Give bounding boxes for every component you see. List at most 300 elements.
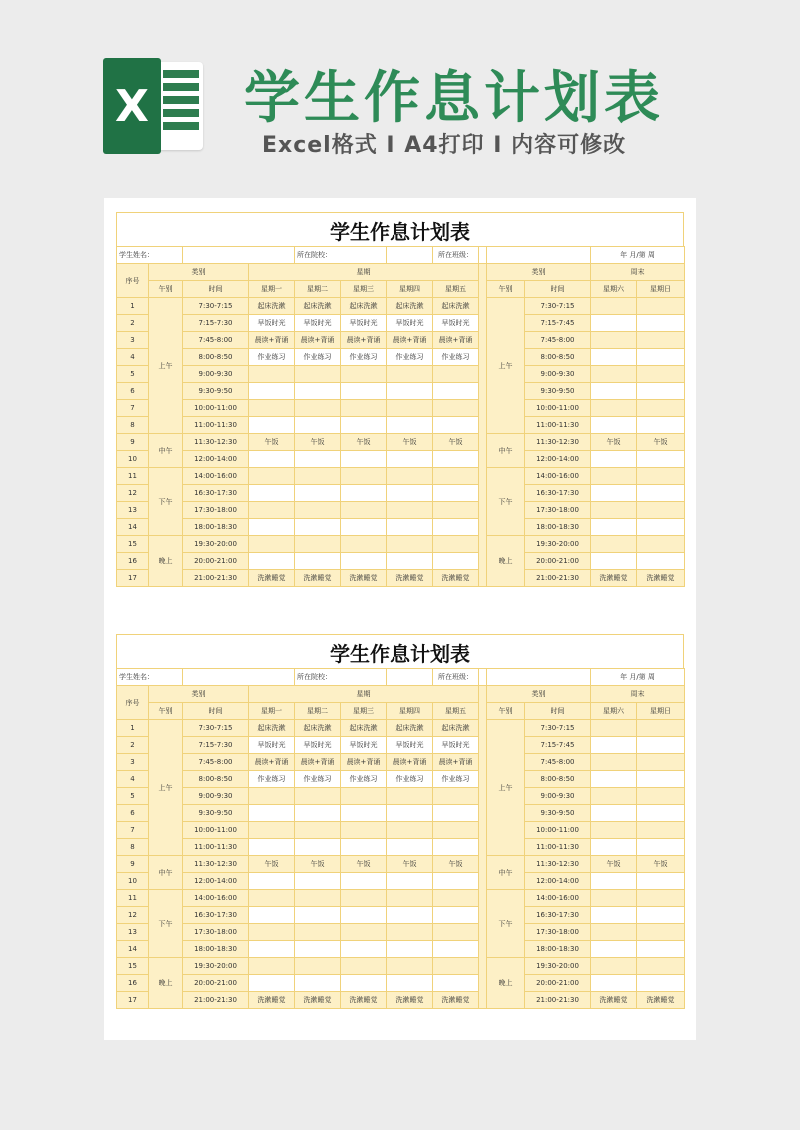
- activity-cell[interactable]: [249, 958, 295, 975]
- activity-cell[interactable]: 洗漱睡觉: [295, 570, 341, 587]
- weekend-activity-cell[interactable]: [591, 754, 637, 771]
- activity-cell[interactable]: 早饭时光: [295, 737, 341, 754]
- weekend-activity-cell[interactable]: [637, 737, 685, 754]
- weekend-activity-cell[interactable]: [637, 907, 685, 924]
- weekend-time-cell: 17:30-18:00: [525, 502, 591, 519]
- activity-cell[interactable]: [295, 502, 341, 519]
- activity-cell[interactable]: 洗漱睡觉: [341, 992, 387, 1009]
- category-header: 类别: [487, 686, 591, 703]
- activity-cell[interactable]: [341, 822, 387, 839]
- weekend-activity-cell[interactable]: [591, 941, 637, 958]
- activity-cell[interactable]: 晨读+背诵: [433, 332, 479, 349]
- activity-cell[interactable]: 洗漱睡觉: [387, 570, 433, 587]
- activity-cell[interactable]: 起床洗漱: [387, 298, 433, 315]
- weekend-time-cell: 18:00-18:30: [525, 519, 591, 536]
- activity-cell[interactable]: [341, 924, 387, 941]
- weekend-activity-cell[interactable]: [591, 417, 637, 434]
- school-label: 所在院校：: [295, 247, 387, 264]
- activity-cell[interactable]: [387, 873, 433, 890]
- weekend-activity-cell[interactable]: [591, 771, 637, 788]
- activity-cell[interactable]: 洗漱睡觉: [295, 992, 341, 1009]
- row-index: 16: [117, 975, 149, 992]
- activity-cell[interactable]: [295, 468, 341, 485]
- activity-cell[interactable]: [295, 873, 341, 890]
- activity-cell[interactable]: 作业练习: [387, 771, 433, 788]
- row-index: 15: [117, 958, 149, 975]
- activity-cell[interactable]: [341, 890, 387, 907]
- weekend-activity-cell[interactable]: [637, 536, 685, 553]
- activity-cell[interactable]: 作业练习: [249, 349, 295, 366]
- row-index: 7: [117, 822, 149, 839]
- activity-cell[interactable]: [295, 924, 341, 941]
- activity-cell[interactable]: [433, 485, 479, 502]
- activity-cell[interactable]: [341, 941, 387, 958]
- activity-cell[interactable]: 起床洗漱: [295, 720, 341, 737]
- activity-cell[interactable]: [341, 553, 387, 570]
- activity-cell[interactable]: [433, 873, 479, 890]
- activity-cell[interactable]: 晨读+背诵: [341, 332, 387, 349]
- activity-cell[interactable]: [387, 958, 433, 975]
- activity-cell[interactable]: [433, 805, 479, 822]
- activity-cell[interactable]: [295, 417, 341, 434]
- school-field[interactable]: [387, 669, 433, 686]
- weekend-activity-cell[interactable]: 洗漱睡觉: [591, 992, 637, 1009]
- weekend-time-cell: 12:00-14:00: [525, 451, 591, 468]
- activity-cell[interactable]: 洗漱睡觉: [249, 992, 295, 1009]
- time-header: 时间: [183, 281, 249, 298]
- weekend-activity-cell[interactable]: [637, 839, 685, 856]
- time-cell: 20:00-21:00: [183, 975, 249, 992]
- activity-cell[interactable]: [341, 417, 387, 434]
- weekend-activity-cell[interactable]: [637, 383, 685, 400]
- weekend-activity-cell[interactable]: [637, 519, 685, 536]
- index-header: 序号: [117, 686, 149, 720]
- weekend-activity-cell[interactable]: [591, 366, 637, 383]
- weekend-activity-cell[interactable]: [637, 298, 685, 315]
- time-cell: 16:30-17:30: [183, 485, 249, 502]
- activity-cell[interactable]: 起床洗漱: [295, 298, 341, 315]
- activity-cell[interactable]: [433, 519, 479, 536]
- activity-cell[interactable]: [295, 485, 341, 502]
- weekend-activity-cell[interactable]: [591, 822, 637, 839]
- weekend-activity-cell[interactable]: [591, 975, 637, 992]
- weekend-activity-cell[interactable]: 午饭: [591, 434, 637, 451]
- activity-cell[interactable]: 午饭: [341, 856, 387, 873]
- activity-cell[interactable]: 洗漱睡觉: [249, 570, 295, 587]
- student-name-field[interactable]: [183, 669, 295, 686]
- activity-cell[interactable]: [433, 890, 479, 907]
- activity-cell[interactable]: 洗漱睡觉: [433, 570, 479, 587]
- row-index: 9: [117, 434, 149, 451]
- activity-cell[interactable]: 早饭时光: [341, 315, 387, 332]
- activity-cell[interactable]: [387, 553, 433, 570]
- activity-cell[interactable]: [341, 873, 387, 890]
- activity-cell[interactable]: [433, 451, 479, 468]
- weekend-time-cell: 8:00-8:50: [525, 349, 591, 366]
- weekend-period-cell: 上午: [487, 720, 525, 856]
- activity-cell[interactable]: 早饭时光: [387, 315, 433, 332]
- schedule-title: 学生作息计划表: [116, 212, 684, 247]
- activity-cell[interactable]: [249, 417, 295, 434]
- activity-cell[interactable]: [387, 805, 433, 822]
- activity-cell[interactable]: [341, 805, 387, 822]
- weekend-activity-cell[interactable]: [591, 400, 637, 417]
- activity-cell[interactable]: 早饭时光: [295, 315, 341, 332]
- activity-cell[interactable]: [341, 366, 387, 383]
- weekend-activity-cell[interactable]: [637, 468, 685, 485]
- activity-cell[interactable]: [295, 553, 341, 570]
- activity-cell[interactable]: 午饭: [249, 434, 295, 451]
- activity-cell[interactable]: 午饭: [249, 856, 295, 873]
- activity-cell[interactable]: [249, 941, 295, 958]
- activity-cell[interactable]: 洗漱睡觉: [341, 570, 387, 587]
- activity-cell[interactable]: [341, 519, 387, 536]
- activity-cell[interactable]: [249, 451, 295, 468]
- table-row: [117, 434, 685, 451]
- activity-cell[interactable]: [387, 839, 433, 856]
- activity-cell[interactable]: 作业练习: [249, 771, 295, 788]
- activity-cell[interactable]: [249, 924, 295, 941]
- activity-cell[interactable]: [387, 485, 433, 502]
- weekend-activity-cell[interactable]: [637, 720, 685, 737]
- table-row: [117, 366, 685, 383]
- weekend-time-cell: 8:00-8:50: [525, 771, 591, 788]
- activity-cell[interactable]: 作业练习: [295, 349, 341, 366]
- weekend-activity-cell[interactable]: [591, 451, 637, 468]
- time-cell: 18:00-18:30: [183, 941, 249, 958]
- activity-cell[interactable]: 晨读+背诵: [387, 332, 433, 349]
- category-header: 类别: [149, 264, 249, 281]
- weekday-header: 星期二: [295, 703, 341, 720]
- activity-cell[interactable]: [249, 822, 295, 839]
- activity-cell[interactable]: [387, 822, 433, 839]
- activity-cell[interactable]: [433, 468, 479, 485]
- weekend-activity-cell[interactable]: [591, 805, 637, 822]
- weekend-activity-cell[interactable]: [591, 298, 637, 315]
- activity-cell[interactable]: [295, 958, 341, 975]
- activity-cell[interactable]: [249, 502, 295, 519]
- weekend-activity-cell[interactable]: 洗漱睡觉: [637, 992, 685, 1009]
- activity-cell[interactable]: [433, 975, 479, 992]
- activity-cell[interactable]: [341, 536, 387, 553]
- weekend-activity-cell[interactable]: [637, 417, 685, 434]
- row-index: 9: [117, 856, 149, 873]
- table-row: [117, 941, 685, 958]
- activity-cell[interactable]: [433, 822, 479, 839]
- activity-cell[interactable]: [295, 519, 341, 536]
- activity-cell[interactable]: [249, 468, 295, 485]
- time-header: 时间: [525, 281, 591, 298]
- activity-cell[interactable]: [341, 975, 387, 992]
- weekend-activity-cell[interactable]: [637, 873, 685, 890]
- activity-cell[interactable]: [387, 451, 433, 468]
- category-header: 类别: [487, 264, 591, 281]
- weekend-activity-cell[interactable]: [591, 873, 637, 890]
- time-cell: 9:30-9:50: [183, 383, 249, 400]
- weekend-activity-cell[interactable]: [637, 349, 685, 366]
- activity-cell[interactable]: [249, 383, 295, 400]
- activity-cell[interactable]: 晨读+背诵: [295, 754, 341, 771]
- schedule-table: [116, 246, 685, 587]
- weekend-activity-cell[interactable]: [637, 332, 685, 349]
- activity-cell[interactable]: [295, 788, 341, 805]
- activity-cell[interactable]: [341, 468, 387, 485]
- row-index: 13: [117, 502, 149, 519]
- school-field[interactable]: [387, 247, 433, 264]
- time-header: 时间: [183, 703, 249, 720]
- weekend-time-cell: 14:00-16:00: [525, 890, 591, 907]
- time-cell: 9:00-9:30: [183, 788, 249, 805]
- activity-cell[interactable]: 晨读+背诵: [387, 754, 433, 771]
- activity-cell[interactable]: [433, 366, 479, 383]
- activity-cell[interactable]: [249, 873, 295, 890]
- activity-cell[interactable]: 作业练习: [387, 349, 433, 366]
- activity-cell[interactable]: 早饭时光: [249, 737, 295, 754]
- activity-cell[interactable]: [249, 839, 295, 856]
- activity-cell[interactable]: [387, 468, 433, 485]
- weekday-header: 星期一: [249, 703, 295, 720]
- weekend-activity-cell[interactable]: [637, 788, 685, 805]
- activity-cell[interactable]: [433, 958, 479, 975]
- weekend-activity-cell[interactable]: [637, 754, 685, 771]
- activity-cell[interactable]: 起床洗漱: [433, 298, 479, 315]
- activity-cell[interactable]: [341, 839, 387, 856]
- activity-cell[interactable]: 起床洗漱: [249, 298, 295, 315]
- activity-cell[interactable]: [249, 890, 295, 907]
- activity-cell[interactable]: [341, 451, 387, 468]
- weekend-activity-cell[interactable]: 午饭: [637, 856, 685, 873]
- activity-cell[interactable]: 早饭时光: [433, 737, 479, 754]
- weekend-activity-cell[interactable]: [637, 941, 685, 958]
- activity-cell[interactable]: [249, 366, 295, 383]
- time-cell: 11:00-11:30: [183, 839, 249, 856]
- activity-cell[interactable]: [387, 975, 433, 992]
- weekend-activity-cell[interactable]: [637, 890, 685, 907]
- activity-cell[interactable]: [249, 536, 295, 553]
- weekend-activity-cell[interactable]: [637, 502, 685, 519]
- weekend-activity-cell[interactable]: [591, 485, 637, 502]
- table-row: [117, 315, 685, 332]
- activity-cell[interactable]: [249, 553, 295, 570]
- activity-cell[interactable]: 起床洗漱: [249, 720, 295, 737]
- activity-cell[interactable]: [295, 536, 341, 553]
- weekend-activity-cell[interactable]: [591, 383, 637, 400]
- activity-cell[interactable]: [249, 485, 295, 502]
- activity-cell[interactable]: 午饭: [341, 434, 387, 451]
- activity-cell[interactable]: [249, 788, 295, 805]
- weekend-activity-cell[interactable]: [591, 890, 637, 907]
- activity-cell[interactable]: [341, 485, 387, 502]
- activity-cell[interactable]: [387, 941, 433, 958]
- weekend-activity-cell[interactable]: [591, 468, 637, 485]
- weekend-activity-cell[interactable]: 洗漱睡觉: [637, 570, 685, 587]
- row-index: 12: [117, 485, 149, 502]
- activity-cell[interactable]: [295, 975, 341, 992]
- activity-cell[interactable]: [295, 451, 341, 468]
- table-row: [117, 839, 685, 856]
- activity-cell[interactable]: 早饭时光: [341, 737, 387, 754]
- weekend-activity-cell[interactable]: 午饭: [637, 434, 685, 451]
- period-cell: 中午: [149, 434, 183, 468]
- weekend-activity-cell[interactable]: [637, 771, 685, 788]
- activity-cell[interactable]: [249, 907, 295, 924]
- activity-cell[interactable]: [433, 907, 479, 924]
- activity-cell[interactable]: [433, 839, 479, 856]
- activity-cell[interactable]: [387, 519, 433, 536]
- weekend-activity-cell[interactable]: [637, 805, 685, 822]
- weekend-activity-cell[interactable]: [591, 958, 637, 975]
- activity-cell[interactable]: [341, 907, 387, 924]
- activity-cell[interactable]: 午饭: [433, 434, 479, 451]
- weekend-activity-cell[interactable]: [591, 907, 637, 924]
- activity-cell[interactable]: [433, 924, 479, 941]
- activity-cell[interactable]: [295, 805, 341, 822]
- row-index: 14: [117, 941, 149, 958]
- weekend-activity-cell[interactable]: [591, 839, 637, 856]
- period-cell: 下午: [149, 890, 183, 958]
- class-field[interactable]: [487, 247, 591, 264]
- activity-cell[interactable]: [387, 907, 433, 924]
- weekend-activity-cell[interactable]: [591, 788, 637, 805]
- weekday-header: 星期五: [433, 703, 479, 720]
- weekend-activity-cell[interactable]: [637, 366, 685, 383]
- class-field[interactable]: [487, 669, 591, 686]
- activity-cell[interactable]: [433, 788, 479, 805]
- weekend-activity-cell[interactable]: [591, 519, 637, 536]
- activity-cell[interactable]: [295, 839, 341, 856]
- weekend-activity-cell[interactable]: [637, 822, 685, 839]
- activity-cell[interactable]: 起床洗漱: [433, 720, 479, 737]
- activity-cell[interactable]: [433, 502, 479, 519]
- activity-cell[interactable]: [387, 383, 433, 400]
- spacer-cell: [479, 247, 487, 264]
- student-name-field[interactable]: [183, 247, 295, 264]
- weekend-activity-cell[interactable]: [637, 975, 685, 992]
- activity-cell[interactable]: [387, 417, 433, 434]
- table-row: [117, 771, 685, 788]
- weekend-activity-cell[interactable]: [591, 349, 637, 366]
- activity-cell[interactable]: [249, 400, 295, 417]
- activity-cell[interactable]: 早饭时光: [249, 315, 295, 332]
- activity-cell[interactable]: [387, 890, 433, 907]
- activity-cell[interactable]: [295, 890, 341, 907]
- activity-cell[interactable]: [295, 941, 341, 958]
- activity-cell[interactable]: 洗漱睡觉: [387, 992, 433, 1009]
- weekend-activity-cell[interactable]: 洗漱睡觉: [591, 570, 637, 587]
- weekend-activity-cell[interactable]: [591, 502, 637, 519]
- weekend-activity-cell[interactable]: [591, 536, 637, 553]
- activity-cell[interactable]: 起床洗漱: [341, 720, 387, 737]
- weekend-activity-cell[interactable]: 午饭: [591, 856, 637, 873]
- activity-cell[interactable]: 午饭: [433, 856, 479, 873]
- activity-cell[interactable]: 作业练习: [295, 771, 341, 788]
- activity-cell[interactable]: 作业练习: [341, 771, 387, 788]
- weekend-activity-cell[interactable]: [637, 400, 685, 417]
- weekend-time-cell: 10:00-11:00: [525, 400, 591, 417]
- row-index: 7: [117, 400, 149, 417]
- weekend-time-cell: 7:30-7:15: [525, 298, 591, 315]
- activity-cell[interactable]: [295, 366, 341, 383]
- activity-cell[interactable]: [387, 788, 433, 805]
- activity-cell[interactable]: [249, 519, 295, 536]
- activity-cell[interactable]: 晨读+背诵: [295, 332, 341, 349]
- activity-cell[interactable]: [295, 400, 341, 417]
- activity-cell[interactable]: [295, 822, 341, 839]
- activity-cell[interactable]: 早饭时光: [387, 737, 433, 754]
- weekend-activity-cell[interactable]: [637, 924, 685, 941]
- weekend-time-cell: 7:30-7:15: [525, 720, 591, 737]
- activity-cell[interactable]: 早饭时光: [433, 315, 479, 332]
- activity-cell[interactable]: 午饭: [295, 434, 341, 451]
- period-header: 午别: [487, 703, 525, 720]
- activity-cell[interactable]: 作业练习: [433, 349, 479, 366]
- activity-cell[interactable]: [341, 400, 387, 417]
- activity-cell[interactable]: [387, 400, 433, 417]
- activity-cell[interactable]: 晨读+背诵: [249, 332, 295, 349]
- weekend-activity-cell[interactable]: [591, 332, 637, 349]
- activity-cell[interactable]: [387, 366, 433, 383]
- activity-cell[interactable]: 晨读+背诵: [249, 754, 295, 771]
- activity-cell[interactable]: [249, 805, 295, 822]
- weekend-activity-cell[interactable]: [591, 737, 637, 754]
- weekend-period-cell: 下午: [487, 890, 525, 958]
- activity-cell[interactable]: [387, 502, 433, 519]
- activity-cell[interactable]: [433, 553, 479, 570]
- activity-cell[interactable]: [387, 924, 433, 941]
- row-index: 13: [117, 924, 149, 941]
- activity-cell[interactable]: 洗漱睡觉: [433, 992, 479, 1009]
- weekday-header: 星期一: [249, 281, 295, 298]
- activity-cell[interactable]: 午饭: [295, 856, 341, 873]
- activity-cell[interactable]: [433, 941, 479, 958]
- schedule-table-container: [116, 246, 685, 587]
- weekend-activity-cell[interactable]: [591, 553, 637, 570]
- weekend-activity-cell[interactable]: [637, 451, 685, 468]
- activity-cell[interactable]: [433, 383, 479, 400]
- activity-cell[interactable]: [433, 536, 479, 553]
- activity-cell[interactable]: [341, 788, 387, 805]
- activity-cell[interactable]: [387, 536, 433, 553]
- weekend-activity-cell[interactable]: [591, 924, 637, 941]
- activity-cell[interactable]: 晨读+背诵: [433, 754, 479, 771]
- activity-cell[interactable]: 作业练习: [341, 349, 387, 366]
- activity-cell[interactable]: 作业练习: [433, 771, 479, 788]
- activity-cell[interactable]: [433, 400, 479, 417]
- activity-cell[interactable]: [433, 417, 479, 434]
- activity-cell[interactable]: [341, 383, 387, 400]
- activity-cell[interactable]: [295, 907, 341, 924]
- time-header: 时间: [525, 703, 591, 720]
- activity-cell[interactable]: [249, 975, 295, 992]
- weekend-activity-cell[interactable]: [637, 315, 685, 332]
- activity-cell[interactable]: [341, 502, 387, 519]
- activity-cell[interactable]: 起床洗漱: [341, 298, 387, 315]
- weekend-activity-cell[interactable]: [591, 720, 637, 737]
- table-row: [117, 383, 685, 400]
- activity-cell[interactable]: 晨读+背诵: [341, 754, 387, 771]
- weekend-activity-cell[interactable]: [637, 485, 685, 502]
- activity-cell[interactable]: [341, 958, 387, 975]
- activity-cell[interactable]: 午饭: [387, 434, 433, 451]
- activity-cell[interactable]: 起床洗漱: [387, 720, 433, 737]
- weekend-activity-cell[interactable]: [637, 958, 685, 975]
- weekend-activity-cell[interactable]: [637, 553, 685, 570]
- table-row: [117, 570, 685, 587]
- weekend-day-header: 星期日: [637, 281, 685, 298]
- weekend-activity-cell[interactable]: [591, 315, 637, 332]
- activity-cell[interactable]: 午饭: [387, 856, 433, 873]
- activity-cell[interactable]: [295, 383, 341, 400]
